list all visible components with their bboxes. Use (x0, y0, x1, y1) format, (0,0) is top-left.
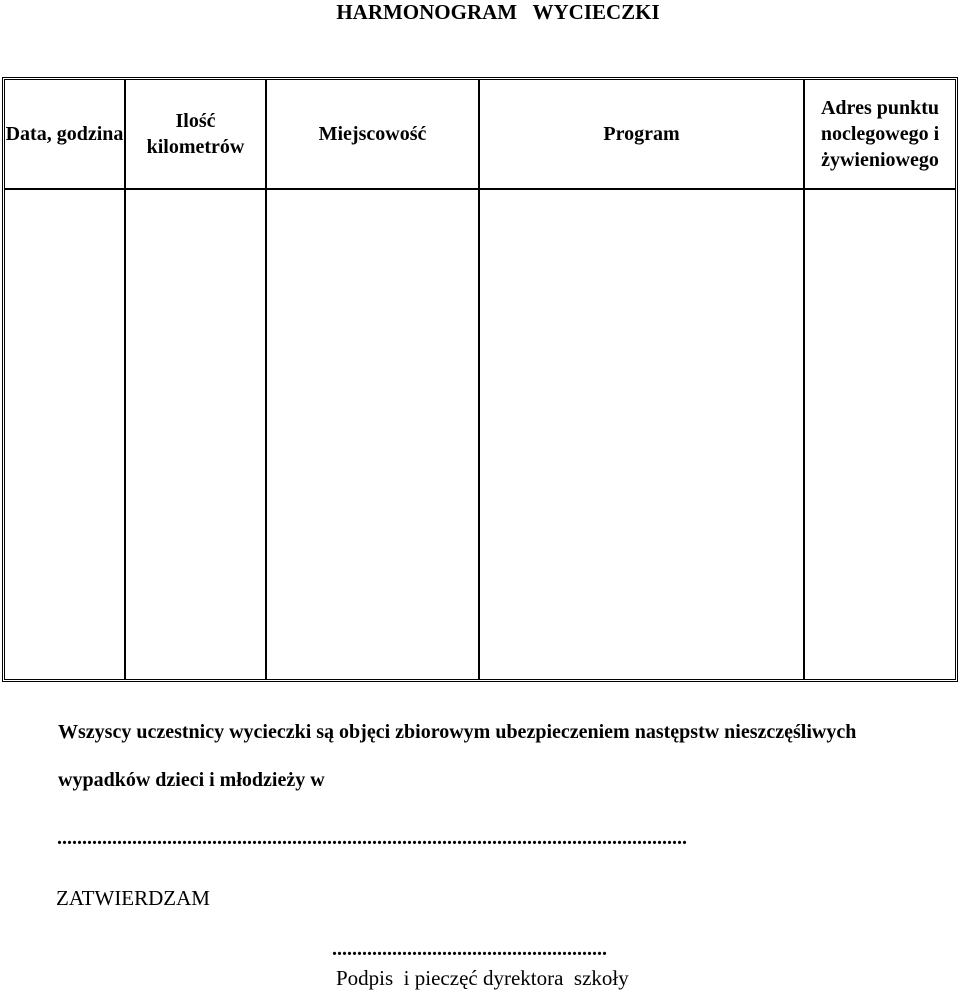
column-header-address: Adres punktu noclegowego i żywieniowego (805, 80, 955, 190)
insurance-note: Wszyscy uczestnicy wycieczki są objęci zbiorowym ubezpieczeniem następstw nieszczęśliwych wypadków dzieci i młodzieży w (58, 721, 857, 791)
approve-label: ZATWIERDZAM (56, 886, 210, 910)
table-cell-kilometers[interactable] (126, 190, 267, 679)
column-header-location: Miejscowość (267, 80, 480, 190)
document-title: HARMONOGRAM WYCIECZKI (336, 0, 660, 24)
schedule-table (2, 77, 958, 682)
signature-line: ....................................................... (332, 938, 607, 960)
table-row (5, 190, 955, 679)
table-header-row (5, 80, 955, 190)
column-header-date-time: Data, godzina (5, 80, 126, 190)
signature-label: Podpis i pieczęć dyrektora szkoły (336, 966, 629, 990)
table-cell-location[interactable] (267, 190, 480, 679)
insurer-fill-line: .............................................................................................................................. (57, 827, 687, 849)
table-cell-date-time[interactable] (5, 190, 126, 679)
table-cell-program[interactable] (480, 190, 805, 679)
column-header-kilometers: Ilość kilometrów (126, 80, 267, 190)
table-cell-address[interactable] (805, 190, 955, 679)
column-header-program: Program (480, 80, 805, 190)
